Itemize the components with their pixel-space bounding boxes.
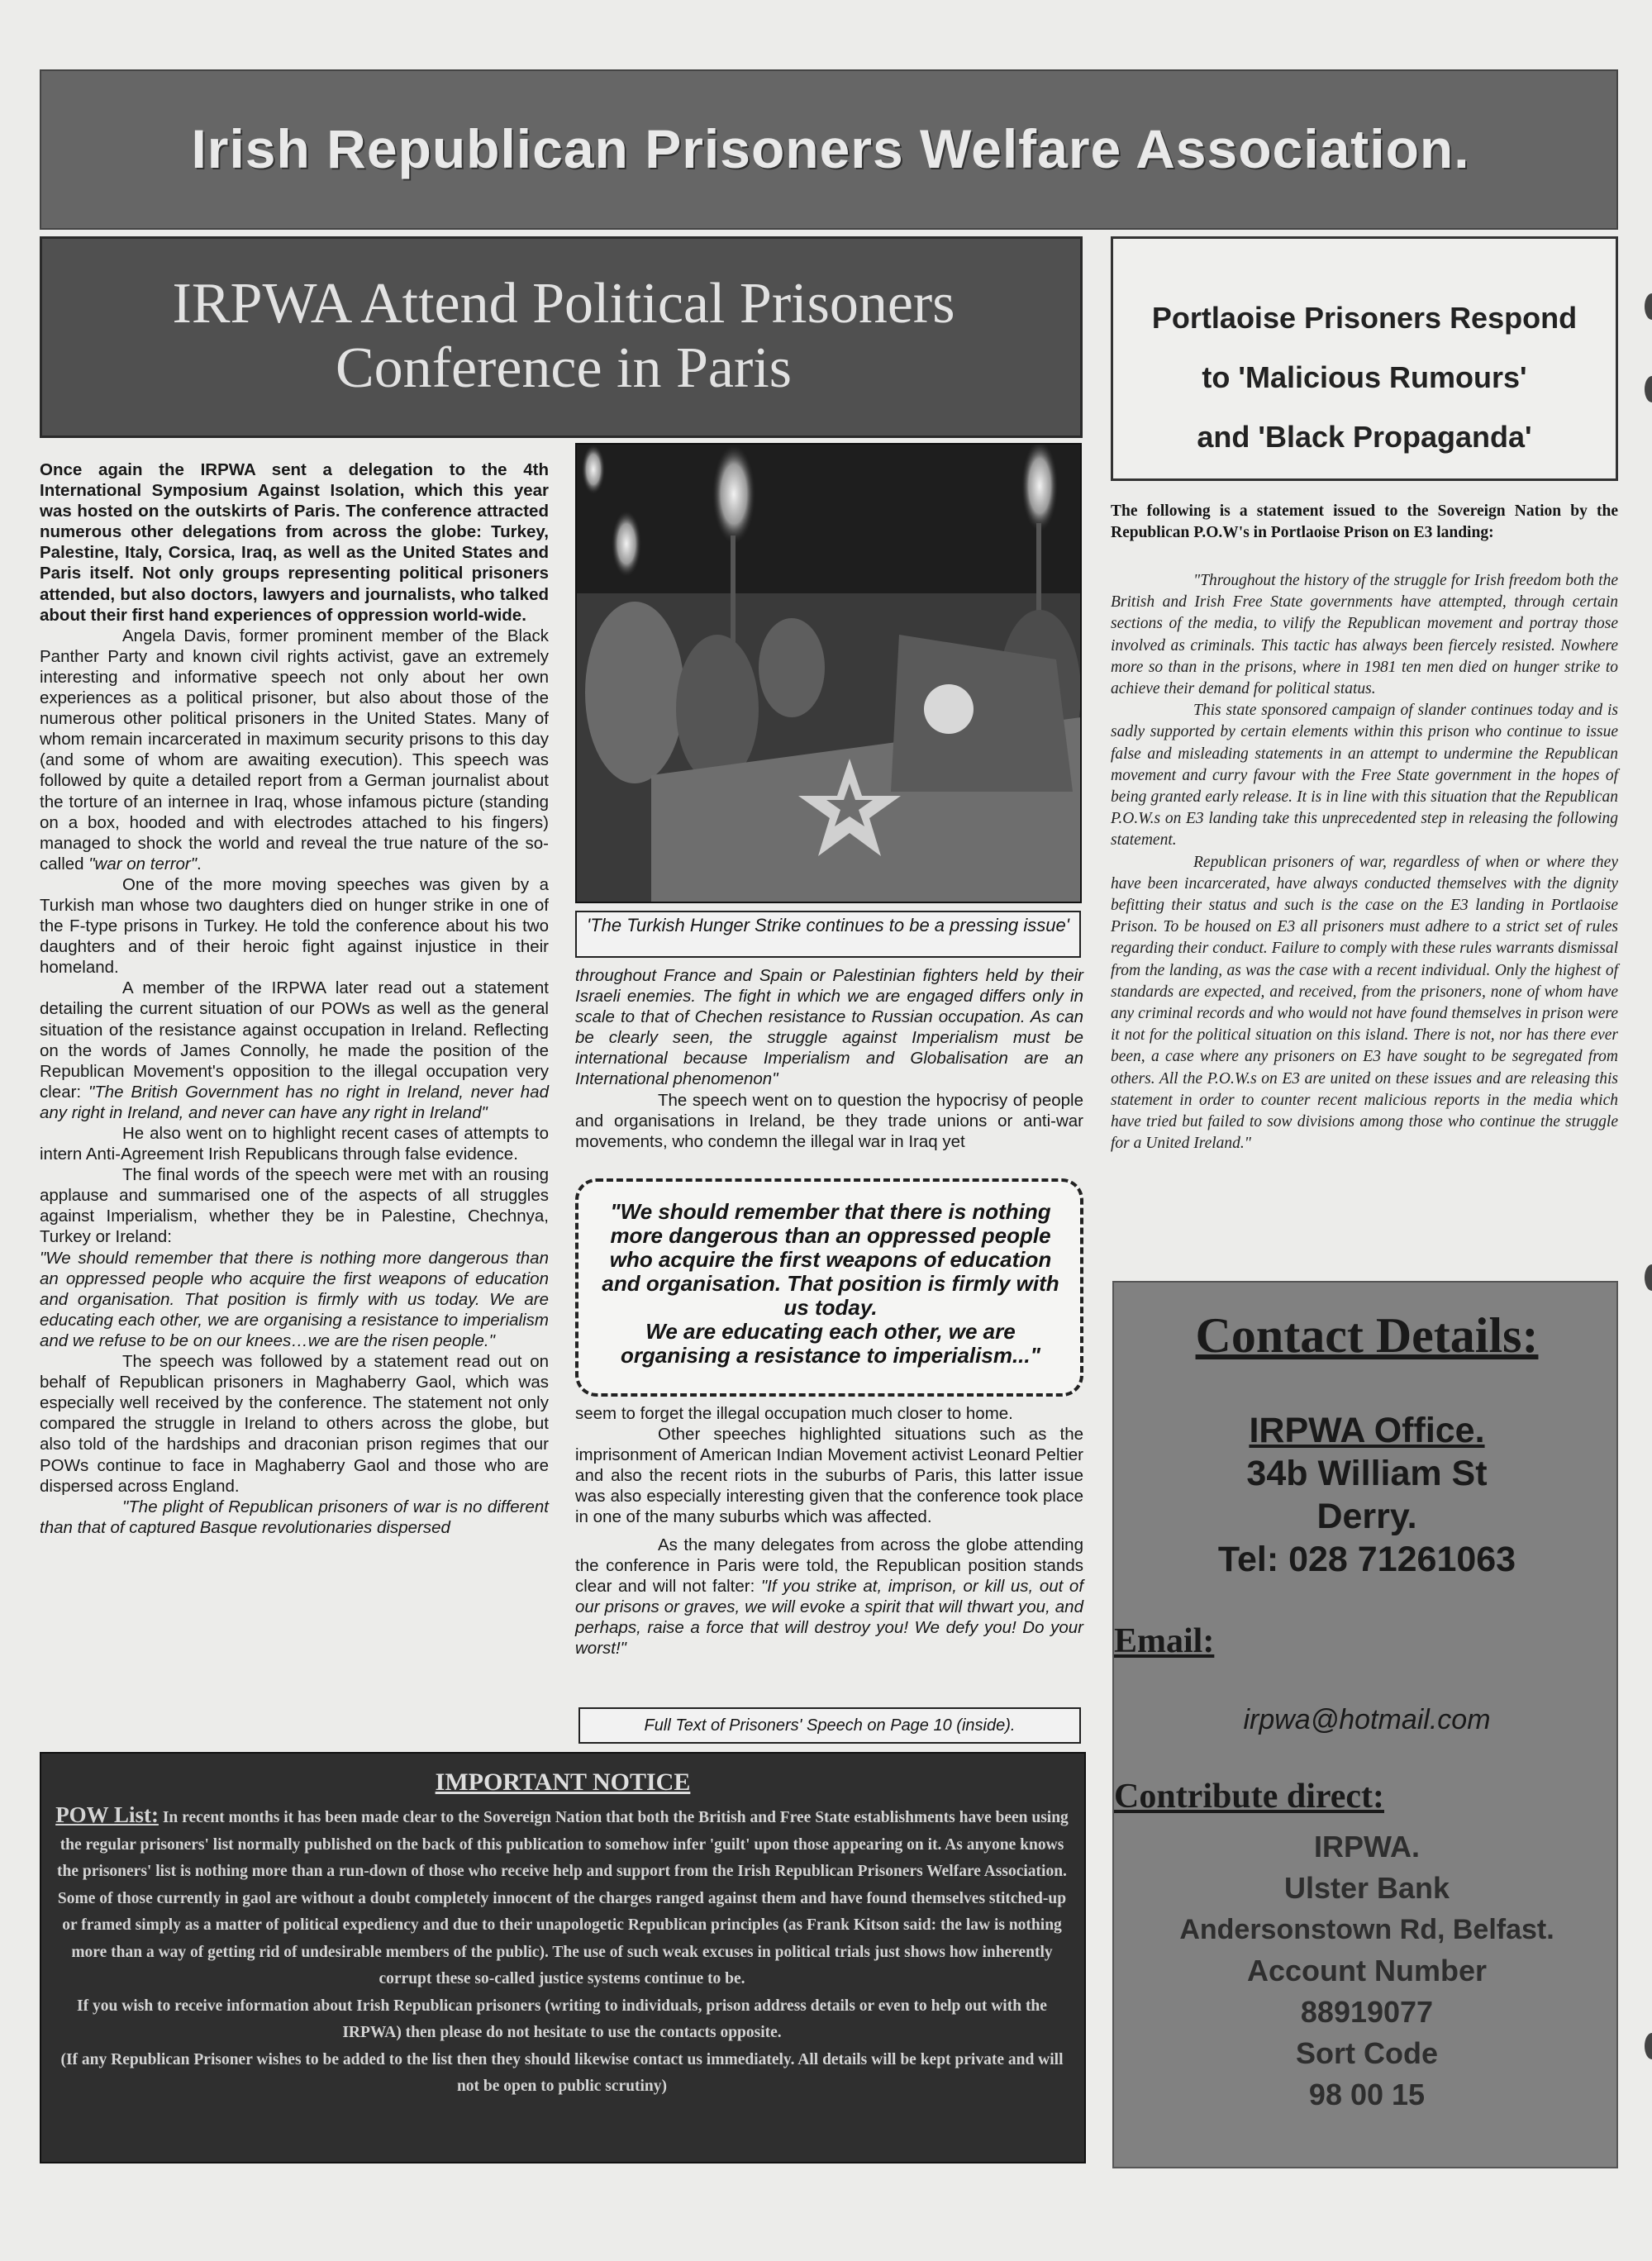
account-number-label: Account Number [1246,1954,1488,1987]
headline-banner [40,236,1083,438]
bank-name: IRPWA. [1313,1830,1420,1864]
full-text-note-box [578,1707,1081,1744]
notice-paragraph: If you wish to receive information about Irish Republican prisoners (writing to individuals, prison address details or even to help out with the IRPWA) then please do not hesitate to use the contacts opposite. [77,1997,1047,2041]
article-paragraph: As the many delegates from across the globe attending the conference in Paris were told, the Republican position stands clear and will not falter: "If you strike at, imprison, or kill us, out of our prisons or graves, we will evoke a spirit that will thwart you, and perhaps, raise a force that will destroy you! We defy you! Do your worst!" [575,1535,1084,1659]
statement-paragraph: "Throughout the history of the struggle for Irish freedom both the British and Irish Free State governments have attempted, through certain sections of the media, to vilify the Republican movement and portray those involved as criminals. This tactic has always been fiercely resisted. Nowhere more so than in the prisons, where in 1981 ten men died on hunger strike to achieve their demand for political status. [1111,572,1618,698]
binder-hole [1645,1264,1652,1291]
portlaoise-title-line: to 'Malicious Rumours' [1202,360,1527,394]
article-lead: Once again the IRPWA sent a delegation to the 4th International Symposium Against Isolation, which this year was hosted on the outskirts of Paris. The conference attracted numerous other delegations from across the globe: Turkey, Palestine, Italy, Corsica, Iraq, as well as the United States and Paris itself. Not only groups representing political prisoners attended, but also doctors, lawyers and journalists, who talked about their first hand experiences of oppression world-wide. [40,460,549,625]
full-text-note: Full Text of Prisoners' Speech on Page 10 (inside). [644,1716,1016,1735]
article-column-left [40,459,549,1538]
email-address[interactable]: irpwa@hotmail.com [1243,1704,1491,1735]
article-paragraph: A member of the IRPWA later read out a statement detailing the current situation of our POWs as well as the general situation of the resistance against occupation in Ireland. Reflecting on the words of James Connolly, he made the position of the Republican Movement's opposition to the illegal occupation very clear: "The British Government has no right in Ireland, never had any right in Ireland, and never can have any right in Ireland" [40,978,549,1122]
sort-code: 98 00 15 [1308,2078,1426,2111]
article-column-middle-top [575,965,1083,1152]
statement-paragraph: This state sponsored campaign of slander continues today and is sadly supported by certain elements within this prison who continue to issue false and misleading statements in an attempt to undermine the Republican movement and curry favour with the Free State government in the hopes of being granted early release. It is in line with this situation that the Republican P.O.W.s on E3 landing take this unprecedented step in releasing the following statement. [1111,702,1618,850]
article-paragraph: He also went on to highlight recent cases of attempts to intern Anti-Agreement Irish Republicans through false evidence. [40,1124,549,1164]
contribute-label: Contribute direct: [1114,1778,1384,1816]
article-quote: "The plight of Republican prisoners of war is no different than that of captured Basque revolutionaries dispersed [40,1497,549,1537]
binder-hole [1645,376,1652,402]
contact-details-box [1112,1281,1618,2168]
article-quote: throughout France and Spain or Palestinian fighters held by their Israeli enemies. The fight in which we are engaged differs only in scale to that of Chechen resistance to Russian occupation. As can be clearly seen, the struggle against Imperialism must be international because Imperialism and Globalisation are an International phenomenon" [575,966,1083,1089]
statement-paragraph: Republican prisoners of war, regardless of when or where they have been incarcerated, have always conducted themselves with the dignity befitting their status and such is the case on the E3 landing in Portlaoise Prison. To be housed on E3 all prisoners must adhere to a strict set of rules regarding their conduct. Failure to comply with these rules warrants dismissal from the landing, as was the case with a recent individual. Only the highest of standards are expected, and received, from the prisoners, none of whom have any criminal records and who would not have found themselves in prison were it not for the political situation on this island. There is not, nor has there ever been, a case where any prisoners on E3 have sought to be segregated from others. All the P.O.W.s on E3 are united on these issues and are releasing this statement in order to counter recent malicious reports in the media which have tried but failed to sow divisions among those who continue the struggle for a United Ireland." [1111,853,1618,1153]
headline-line-2: Conference in Paris [335,336,793,400]
protest-photo [575,443,1082,903]
pull-quote-box [575,1178,1083,1397]
binder-hole [1645,293,1652,320]
account-number: 88919077 [1300,1995,1434,2029]
article-column-middle-bottom [575,1403,1083,1659]
article-paragraph: The speech went on to question the hypocrisy of people and organisations in Ireland, be they trade unions or anti-war movements, who condemn the illegal war in Iraq yet [575,1090,1083,1151]
portlaoise-title [1113,288,1616,467]
notice-paragraph: (If any Republican Prisoner wishes to be added to the list then they should likewise contact us immediately. All details will be kept private and will not be open to public scrutiny) [60,2050,1064,2095]
notice-paragraph: POW List: In recent months it has been made clear to the Sovereign Nation that both the British and Free State establishments have been using the regular prisoners' list normally published on the back of this publication to somehow infer 'guilt' upon those appearing on it. As anyone knows the prisoners' list is nothing more than a run-down of those who receive help and support from the Irish Republican Prisoners Welfare Association. Some of those currently in gaol are without a doubt completely innocent of the charges ranged against them and have found themselves stitched-up or framed simply as a matter of political expediency and due to their unapologetic Republican principles (as Frank Kitson said: the law is nothing more than a way of getting rid of undesirable members of the public). The use of such weak excuses in political trials just shows how inherently corrupt these so-called justice systems continue to be. [55,1802,1069,1987]
article-paragraph: seem to forget the illegal occupation much closer to home. [575,1404,1013,1423]
article-paragraph: Angela Davis, former prominent member of the Black Panther Party and known civil rights activist, gave an extremely interesting and informative speech not only about her own experiences as a political prisoner, but also about those of the numerous other political prisoners in the United States. Many of whom remain incarcerated in maximum security prisons to this day (and some of whom are awaiting execution). This speech was followed by quite a detailed report from a German journalist about the torture of an internee in Iraq, whose infamous picture (standing on a box, hooded and with electrodes attached to his fingers) managed to shock the world and reveal the true nature of the so-called "war on terror". [40,626,549,873]
office-street: 34b William St [1246,1454,1488,1493]
photo-image [577,445,1082,903]
photo-caption-box [575,911,1081,958]
portlaoise-title-line: and 'Black Propaganda' [1197,420,1532,454]
office-telephone: Tel: 028 71261063 [1217,1540,1516,1579]
headline [42,272,1085,401]
pow-list-label: POW List: [55,1802,159,1827]
article-paragraph: One of the more moving speeches was given by a Turkish man whose two daughters died on hunger strike in one of the F-type prisons in Turkey. He told the conference about his two daughters and of their heroic fight against injustice in their homeland. [40,874,549,978]
pull-quote [592,1200,1069,1368]
headline-line-1: IRPWA Attend Political Prisoners [172,272,955,336]
pull-quote-line-1: "We should remember that there is nothing more dangerous than an oppressed people who acquire the first weapons of education and organisation. That position is firmly with us today. [602,1199,1059,1320]
portlaoise-title-box [1111,236,1618,481]
article-paragraph: The final words of the speech were met with an rousing applause and summarised one of the aspects of all struggles against Imperialism, whether they be in Palestine, Chechnya, Turkey or Ireland: [40,1165,549,1247]
article-paragraph: Other speeches highlighted situations such as the imprisonment of American Indian Movement activist Leonard Peltier and also the recent riots in the suburbs of Paris, this latter issue was also especially interesting given that the conference took place in one of the many suburbs which was affected. [575,1425,1083,1527]
masthead-banner [40,69,1618,230]
portlaoise-title-line: Portlaoise Prisoners Respond [1151,301,1578,335]
office-name: IRPWA Office. [1249,1411,1485,1450]
office-city: Derry. [1316,1497,1417,1536]
sort-code-label: Sort Code [1295,2036,1438,2070]
article-paragraph: The speech was followed by a statement read out on behalf of Republican prisoners in Maghaberry Gaol, which was especially well received by the conference. The statement not only compared the struggle in Ireland to others across the globe, but also told of the hardships and draconian prison regimes that our POWs continue to face in Maghaberry Gaol and those who are dispersed across England. [40,1352,549,1496]
article-quote: "We should remember that there is nothing more dangerous than an oppressed people who acquire the first weapons of education and organisation. That position is firmly with us today. We are educating each other, we are organising a resistance to imperialism and we refuse to be on our knees…we are the risen people." [40,1248,549,1350]
contact-heading: Contact Details: [1195,1308,1539,1363]
photo-caption: 'The Turkish Hunger Strike continues to be a pressing issue' [587,915,1069,935]
bank-address: Andersonstown Rd, Belfast. [1179,1914,1554,1945]
bank-branch: Ulster Bank [1283,1871,1450,1905]
masthead-title: Irish Republican Prisoners Welfare Association. [191,118,1470,179]
portlaoise-intro: The following is a statement issued to the Sovereign Nation by the Republican P.O.W's in Portlaoise Prison on E3 landing: [1111,502,1618,541]
important-notice [40,1752,1086,2163]
pull-quote-line-2: We are educating each other, we are organising a resistance to imperialism..." [621,1319,1040,1368]
notice-title: IMPORTANT NOTICE [435,1768,691,1796]
binder-hole [1645,2033,1652,2059]
notice-body [50,1802,1074,2101]
email-label: Email: [1114,1622,1215,1660]
portlaoise-statement [1111,570,1618,1154]
